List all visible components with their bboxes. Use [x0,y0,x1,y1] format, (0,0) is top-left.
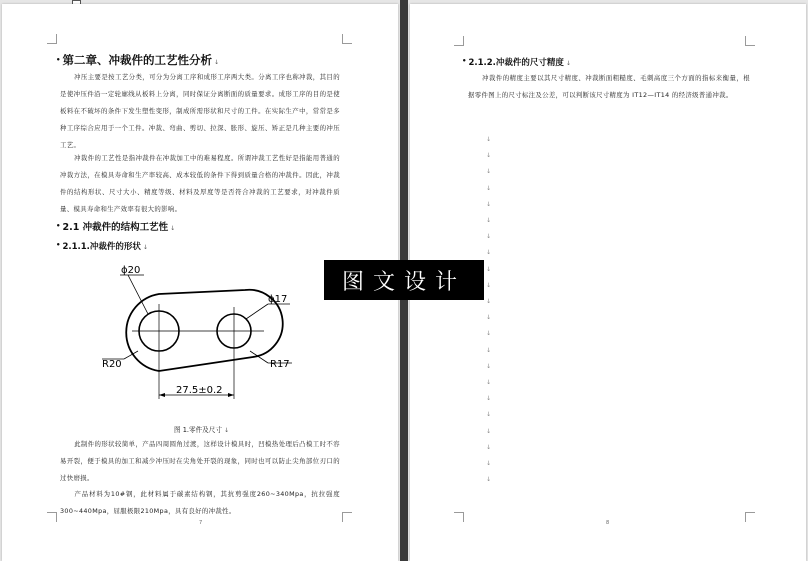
empty-paragraph-mark: ↓ [486,152,492,160]
empty-paragraph-mark: ↓ [486,379,492,386]
empty-paragraph-mark: ↓ [486,427,492,435]
empty-paragraph-mark: ↓ [486,362,492,370]
empty-paragraph-mark: ↓ [486,443,492,451]
dim-r17-label: R17 [270,359,290,370]
empty-paragraph-mark: ↓ [486,395,492,403]
crop-mark [745,512,755,522]
dim-phi17-label: ϕ17 [268,294,288,305]
part-drawing [92,259,312,409]
crop-mark [47,34,57,44]
empty-paragraph-mark: ↓ [486,136,492,143]
watermark-text: 图文设计 [341,269,466,295]
arrow-right [228,393,234,397]
empty-paragraph-mark: ↓ [486,265,492,273]
empty-paragraph-mark: ↓ [486,314,492,322]
arrow-left [159,393,165,397]
empty-paragraph-mark: ↓ [486,298,492,305]
leader-phi20 [128,275,148,314]
subsection-heading-precision: • 2.1.2.冲裁件的尺寸精度 ↓ [462,57,571,68]
paragraph-precision: 冲裁件的精度主要以其尺寸精度、冲裁断面粗糙度、毛刺高度三个方面的指标来衡量，根据零件图上的尺寸标注及公差，可以判断该尺寸精度为 IT12—IT14 的经济级普通冲裁。 [468,74,750,99]
chapter-heading: • 第二章、冲裁件的工艺性分析 ↓ [56,53,220,67]
page-number: 7 [199,520,203,526]
section-heading: • 2.1 冲裁件的结构工艺性 ↓ [56,222,176,233]
watermark-banner [324,260,484,300]
dim-r20-label: R20 [102,359,122,370]
empty-paragraph-mark: ↓ [486,460,492,467]
leader-phi17 [246,304,268,319]
dim-center-label: 27.5±0.2 [176,385,223,396]
empty-paragraph-mark: ↓ [486,346,492,354]
part-outline [126,290,283,371]
crop-mark [47,512,57,522]
empty-paragraph-mark: ↓ [486,330,492,338]
page-number: 8 [606,520,610,526]
intro-paragraph-1: 冲压主要是按工艺分类，可分为分离工序和成形工序两大类。分离工序也称冲裁，其目的是使冲压件沿一定轮廓线从板料上分离，同时保证分离断面的质量要求。成形工序的目的是使板料在不破坏的条件下发生塑性变形，制成所需形状和尺寸的工件。在实际生产中，常常是多种工序综合应用于一个工件。冲裁、弯曲、剪切、拉深、胀形、旋压、矫正是几种主要的冲压工艺。 [60,73,340,149]
empty-paragraph-mark: ↓ [486,233,492,241]
empty-paragraph-mark: ↓ [486,168,492,176]
empty-paragraph-mark: ↓ [486,249,492,257]
dim-phi20-label: ϕ20 [121,265,141,276]
empty-paragraph-mark: ↓ [486,411,492,419]
paragraph-shape-analysis: 此制件的形状较简单，产品四周圆角过渡，这样设计模具时，凹模热处理后凸模工时不容易开裂，便于模具的加工和减少冲压时在尖角处开裂的现象，同时也可以防止尖角部位刃口的过快磨损。 [60,440,340,482]
intro-paragraph-2: 冲裁件的工艺性是指冲裁件在冲裁加工中的难易程度。所谓冲裁工艺性好是指能用普通的冲裁方法，在模具寿命和生产率较高、成本较低的条件下得到质量合格的冲裁件。因此，冲裁件的结构形状、尺寸大小、精度等级、材料及厚度等是否符合冲裁的工艺要求，对冲裁件质量、模具寿命和生产效率有很大的影响。 [60,154,340,213]
empty-paragraph-mark: ↓ [486,217,492,224]
empty-paragraph-mark: ↓ [486,184,492,192]
crop-mark [745,36,755,46]
figure-caption: 图 1.零件及尺寸 ↓ [174,426,229,434]
paragraph-material: 产品材料为10#钢，此材料属于碳素结构钢，其抗剪强度260~340Mpa，抗拉强度300~440Mpa，屈服极限210Mpa，具有良好的冲裁性。 [60,490,340,515]
empty-paragraph-mark: ↓ [486,281,492,289]
subsection-heading: • 2.1.1.冲裁件的形状 ↓ [56,241,148,252]
crop-mark [454,36,464,46]
empty-paragraph-mark: ↓ [486,200,492,208]
crop-mark [454,512,464,522]
empty-paragraph-mark: ↓ [486,476,492,484]
crop-mark [342,512,352,522]
crop-mark [342,34,352,44]
